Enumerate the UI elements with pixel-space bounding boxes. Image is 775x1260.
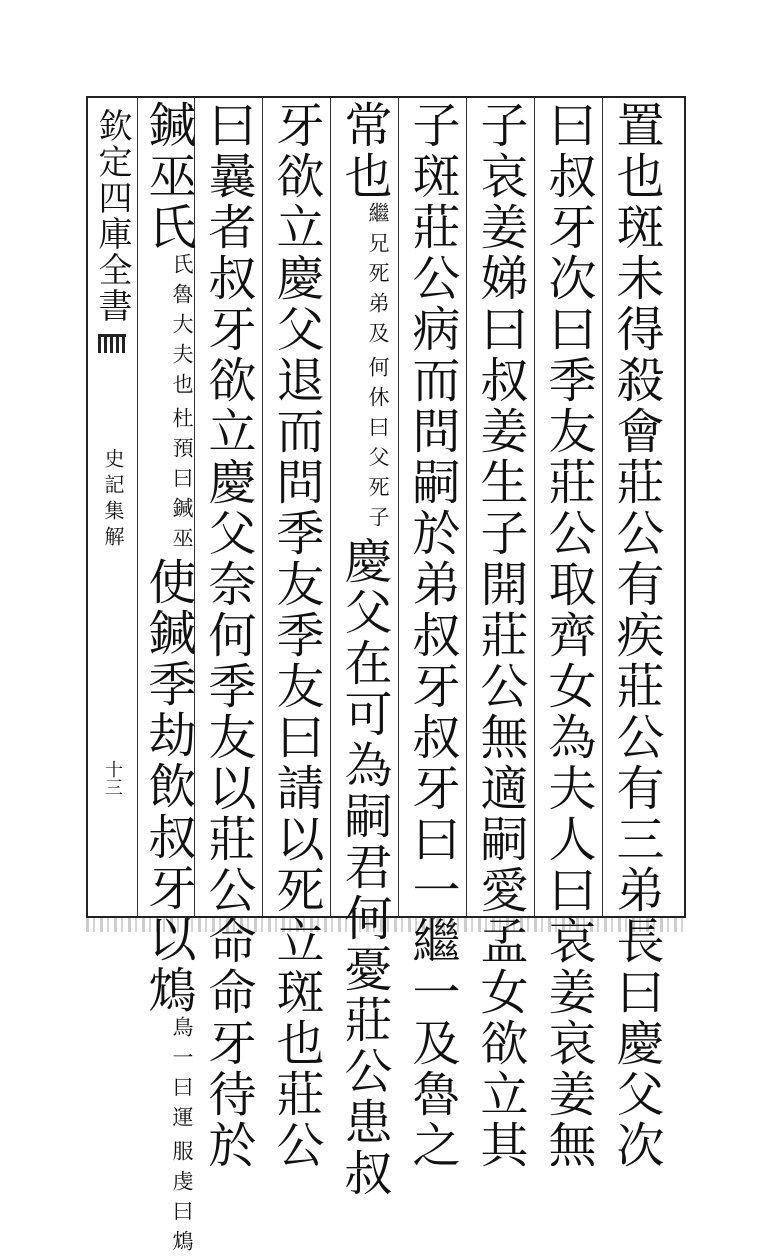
main-text: 使鍼季劫飲叔牙以鴆 [140, 557, 196, 1016]
text-column-8 [140, 100, 196, 1260]
main-text: 子斑莊公病而問嗣於弟叔牙叔牙曰一繼一及魯之 [404, 100, 460, 1171]
text-column-2 [540, 100, 596, 1171]
text-column-4 [404, 100, 460, 1171]
column-rule [534, 98, 535, 916]
commentary-note [171, 1016, 192, 1260]
main-text: 曰叔牙次曰季友莊公取齊女為夫人曰哀姜哀姜無 [540, 100, 596, 1171]
column-rule [137, 98, 138, 916]
main-text: 慶父在可為嗣君何憂莊公患叔 [336, 536, 392, 1199]
column-rule [466, 98, 467, 916]
book-title: 史記集解 [101, 448, 125, 552]
commentary-left: 繼兄死弟及 [366, 202, 390, 352]
commentary-left: 氏魯大夫也 [170, 253, 194, 403]
main-text: 鍼巫氏 [140, 100, 196, 253]
column-rule [602, 98, 603, 916]
column-rule [330, 98, 331, 916]
column-rule [262, 98, 263, 916]
text-column-5 [336, 100, 392, 1199]
page-number: 十三 [102, 760, 123, 796]
fishtail-mark [98, 334, 126, 353]
column-rule [398, 98, 399, 916]
commentary-right: 何休曰父死子 [366, 356, 390, 536]
main-text: 常也 [336, 100, 392, 202]
main-text: 置也斑未得殺會莊公有疾莊公有三弟長曰慶父次 [608, 100, 664, 1171]
collection-title: 欽定四庫全書 [92, 108, 132, 324]
text-column-6 [268, 100, 324, 1171]
text-column-3 [472, 100, 528, 1171]
commentary-right: 服虔曰鴆 [170, 1140, 194, 1260]
main-text: 子哀姜娣曰叔姜生子開莊公無適嗣愛孟女欲立其 [472, 100, 528, 1171]
main-text: 牙欲立慶父退而問季友季友曰請以死立斑也莊公 [268, 100, 324, 1171]
commentary-right: 杜預曰鍼巫 [170, 407, 194, 557]
commentary-left: 鳥一曰運 [170, 1016, 194, 1136]
text-column-7 [200, 100, 256, 1171]
text-column-1 [608, 100, 664, 1171]
commentary-note [171, 253, 192, 557]
commentary-note [367, 202, 388, 536]
main-text: 曰曩者叔牙欲立慶父奈何季友以莊公命命牙待於 [200, 100, 256, 1171]
